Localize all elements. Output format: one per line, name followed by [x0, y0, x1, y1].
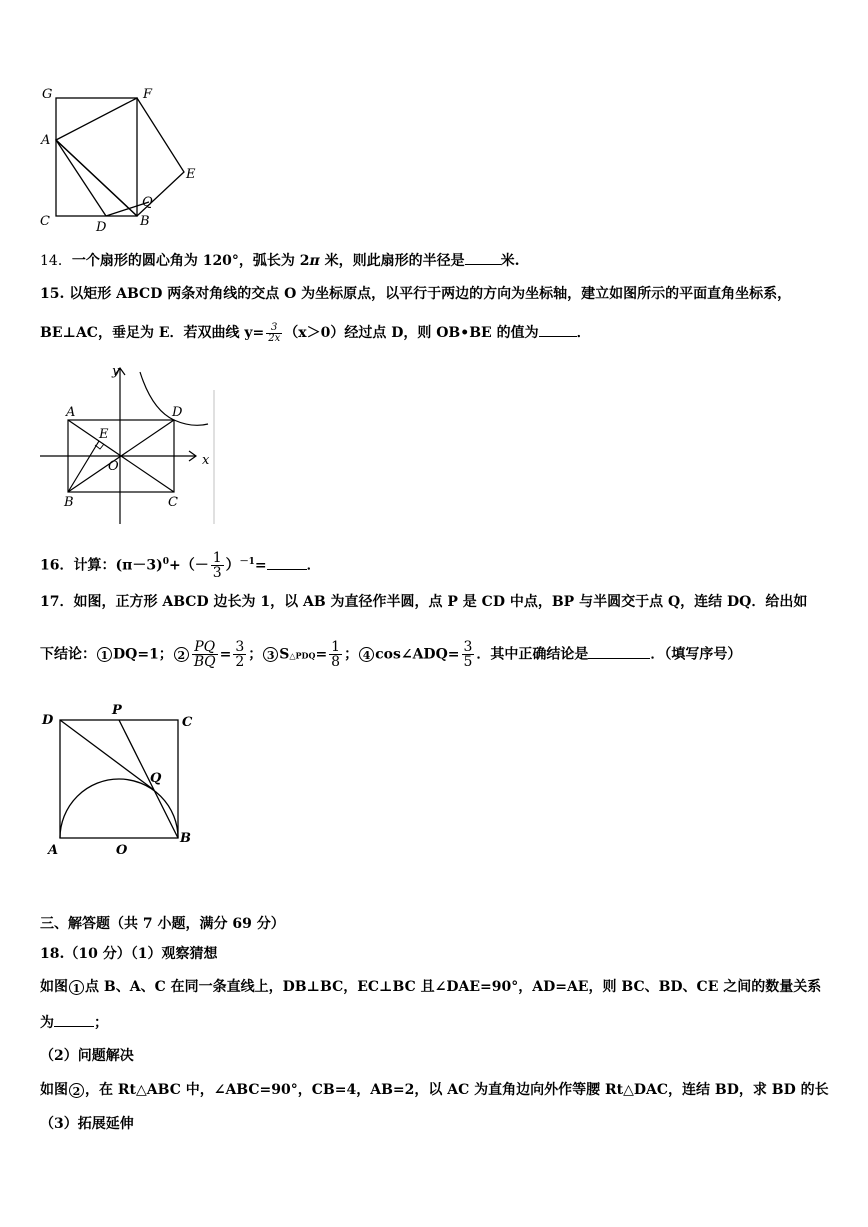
- question-text: 米，则此扇形的半径是: [319, 253, 465, 269]
- question-text: ．: [576, 325, 591, 341]
- label-c: C: [168, 495, 178, 510]
- label-e: E: [186, 167, 196, 182]
- fraction-denominator: 2x: [268, 332, 281, 344]
- answer-blank: [588, 644, 650, 659]
- segment-ad: [56, 140, 106, 216]
- label-b: B: [140, 214, 150, 229]
- question-text: BE⊥AC，垂足为 E．若双曲线 y=: [40, 325, 265, 341]
- question-15-line2: [40, 322, 591, 344]
- question-text: 如图: [40, 979, 68, 995]
- question-18-part1: [40, 977, 821, 997]
- question-text: 一个扇形的圆心角为 120°，弧长为 2: [71, 253, 310, 269]
- fraction-denominator: 8: [331, 654, 341, 670]
- pi-symbol: π: [309, 253, 320, 269]
- fraction-numerator: 1: [212, 550, 222, 566]
- label-a: A: [48, 843, 59, 858]
- question-16: [40, 551, 321, 580]
- answer-blank: [54, 1012, 94, 1027]
- question-text: 米.: [500, 253, 520, 269]
- segment-be: [68, 441, 99, 492]
- label-c: C: [182, 715, 193, 730]
- label-b: B: [180, 831, 191, 846]
- fraction-denominator: 2: [235, 654, 245, 670]
- fraction-denominator: 3: [212, 565, 222, 581]
- fraction-numerator: PQ: [192, 640, 218, 655]
- question-18-sub2: （2）问题解决: [40, 1048, 134, 1064]
- label-y: y: [112, 364, 120, 379]
- question-18-sub3: （3）拓展延伸: [40, 1116, 134, 1132]
- semicircle: [60, 779, 178, 838]
- question-18-head: 18.（10 分）（1）观察猜想: [40, 946, 218, 962]
- question-text: ．其中正确结论是: [476, 646, 589, 663]
- question-number: 14．: [40, 253, 72, 269]
- figure-q17: [36, 696, 206, 861]
- label-q: Q: [150, 771, 162, 786]
- circled-number: 1: [97, 647, 112, 662]
- figure-q13: [36, 82, 206, 234]
- fraction-numerator: 3: [235, 639, 245, 655]
- segment-ab: [56, 140, 137, 216]
- circled-number: 1: [69, 980, 84, 995]
- answer-blank: [465, 250, 501, 265]
- question-text: ；: [94, 1015, 108, 1031]
- question-text: ．（填写序号）: [650, 646, 742, 663]
- question-text: 点 B、A、C 在同一条直线上，DB⊥BC，EC⊥BC 且∠DAE=90°，AD=AE，则 BC、BD、CE 之间的数量关系: [85, 979, 822, 995]
- label-b: B: [64, 495, 74, 510]
- question-text: ；: [248, 646, 263, 663]
- question-15-line1: 15. 以矩形 ABCD 两条对角线的交点 O 为坐标原点，以平行于两边的方向为坐标轴，建立如图所示的平面直角坐标系，: [40, 286, 792, 302]
- exponent-zero: 0: [162, 556, 169, 567]
- label-c: C: [40, 214, 50, 229]
- label-d: D: [96, 220, 107, 234]
- fraction-3-over-2x: [266, 323, 282, 344]
- question-text: =: [254, 557, 267, 574]
- fraction-one-third: [211, 551, 224, 580]
- label-f: F: [143, 87, 153, 102]
- circled-number: 2: [174, 647, 189, 662]
- answer-blank: [539, 322, 577, 337]
- fraction-pq-over-bq: [192, 640, 218, 669]
- label-o: O: [108, 459, 119, 474]
- area-subscript: △PDQ: [289, 650, 316, 661]
- label-d: D: [172, 405, 183, 420]
- label-q: Q: [142, 195, 153, 210]
- question-text: ）: [225, 557, 240, 574]
- fraction-denominator: 5: [463, 654, 473, 670]
- figure-q15: [36, 360, 226, 530]
- label-x: x: [202, 453, 210, 468]
- square-afeb: [56, 98, 184, 216]
- equals-sign: =: [315, 646, 328, 663]
- question-text: 为: [40, 1015, 54, 1031]
- question-text: +（－: [168, 557, 209, 574]
- label-a: A: [66, 405, 76, 420]
- question-text: ．: [306, 557, 321, 574]
- circled-number: 3: [263, 647, 278, 662]
- fraction-1-over-8: [329, 640, 342, 669]
- fraction-numerator: 1: [331, 639, 341, 655]
- label-p: P: [112, 703, 122, 718]
- fraction-numerator: 3: [463, 639, 473, 655]
- label-o: O: [116, 843, 128, 858]
- area-symbol: S: [279, 646, 290, 663]
- fraction-3-over-2: [233, 640, 246, 669]
- fraction-3-over-5: [462, 640, 475, 669]
- question-text: 下结论：: [40, 646, 96, 663]
- label-a: A: [41, 133, 51, 148]
- question-text: 如图: [40, 1082, 68, 1098]
- question-text: ，在 Rt△ABC 中，∠ABC=90°，CB=4，AB=2，以 AC 为直角边向外作等腰 Rt△DAC，连结 BD，求 BD 的长: [85, 1082, 829, 1098]
- question-18-part1-line2: [40, 1012, 108, 1033]
- circled-number: 4: [359, 647, 374, 662]
- question-text: 16．计算：(π－3): [40, 557, 163, 574]
- square-gabc: [56, 98, 137, 216]
- section-title: 三、解答题（共 7 小题，满分 69 分）: [40, 916, 285, 932]
- answer-blank: [267, 555, 307, 570]
- label-g: G: [42, 87, 53, 102]
- label-e: E: [99, 427, 109, 442]
- circled-number: 2: [69, 1083, 84, 1098]
- question-17-line2: [40, 640, 741, 669]
- question-18-part2: [40, 1080, 829, 1100]
- equals-sign: =: [219, 646, 232, 663]
- conclusion-1: DQ=1；: [113, 646, 173, 663]
- question-17-line1: 17．如图，正方形 ABCD 边长为 1，以 AB 为直径作半圆，点 P 是 CD 中点，BP 与半圆交于点 Q，连结 DQ．给出如: [40, 594, 808, 610]
- conclusion-4: cos∠ADQ=: [375, 646, 460, 663]
- question-text: ；: [344, 646, 359, 663]
- exponent-minus-one: －1: [239, 556, 255, 567]
- fraction-denominator: BQ: [193, 654, 216, 670]
- fraction-numerator: 3: [266, 323, 282, 334]
- question-text: （x＞0）经过点 D，则 OB•BE 的值为: [284, 325, 539, 341]
- question-14: [40, 250, 520, 271]
- label-d: D: [42, 713, 54, 728]
